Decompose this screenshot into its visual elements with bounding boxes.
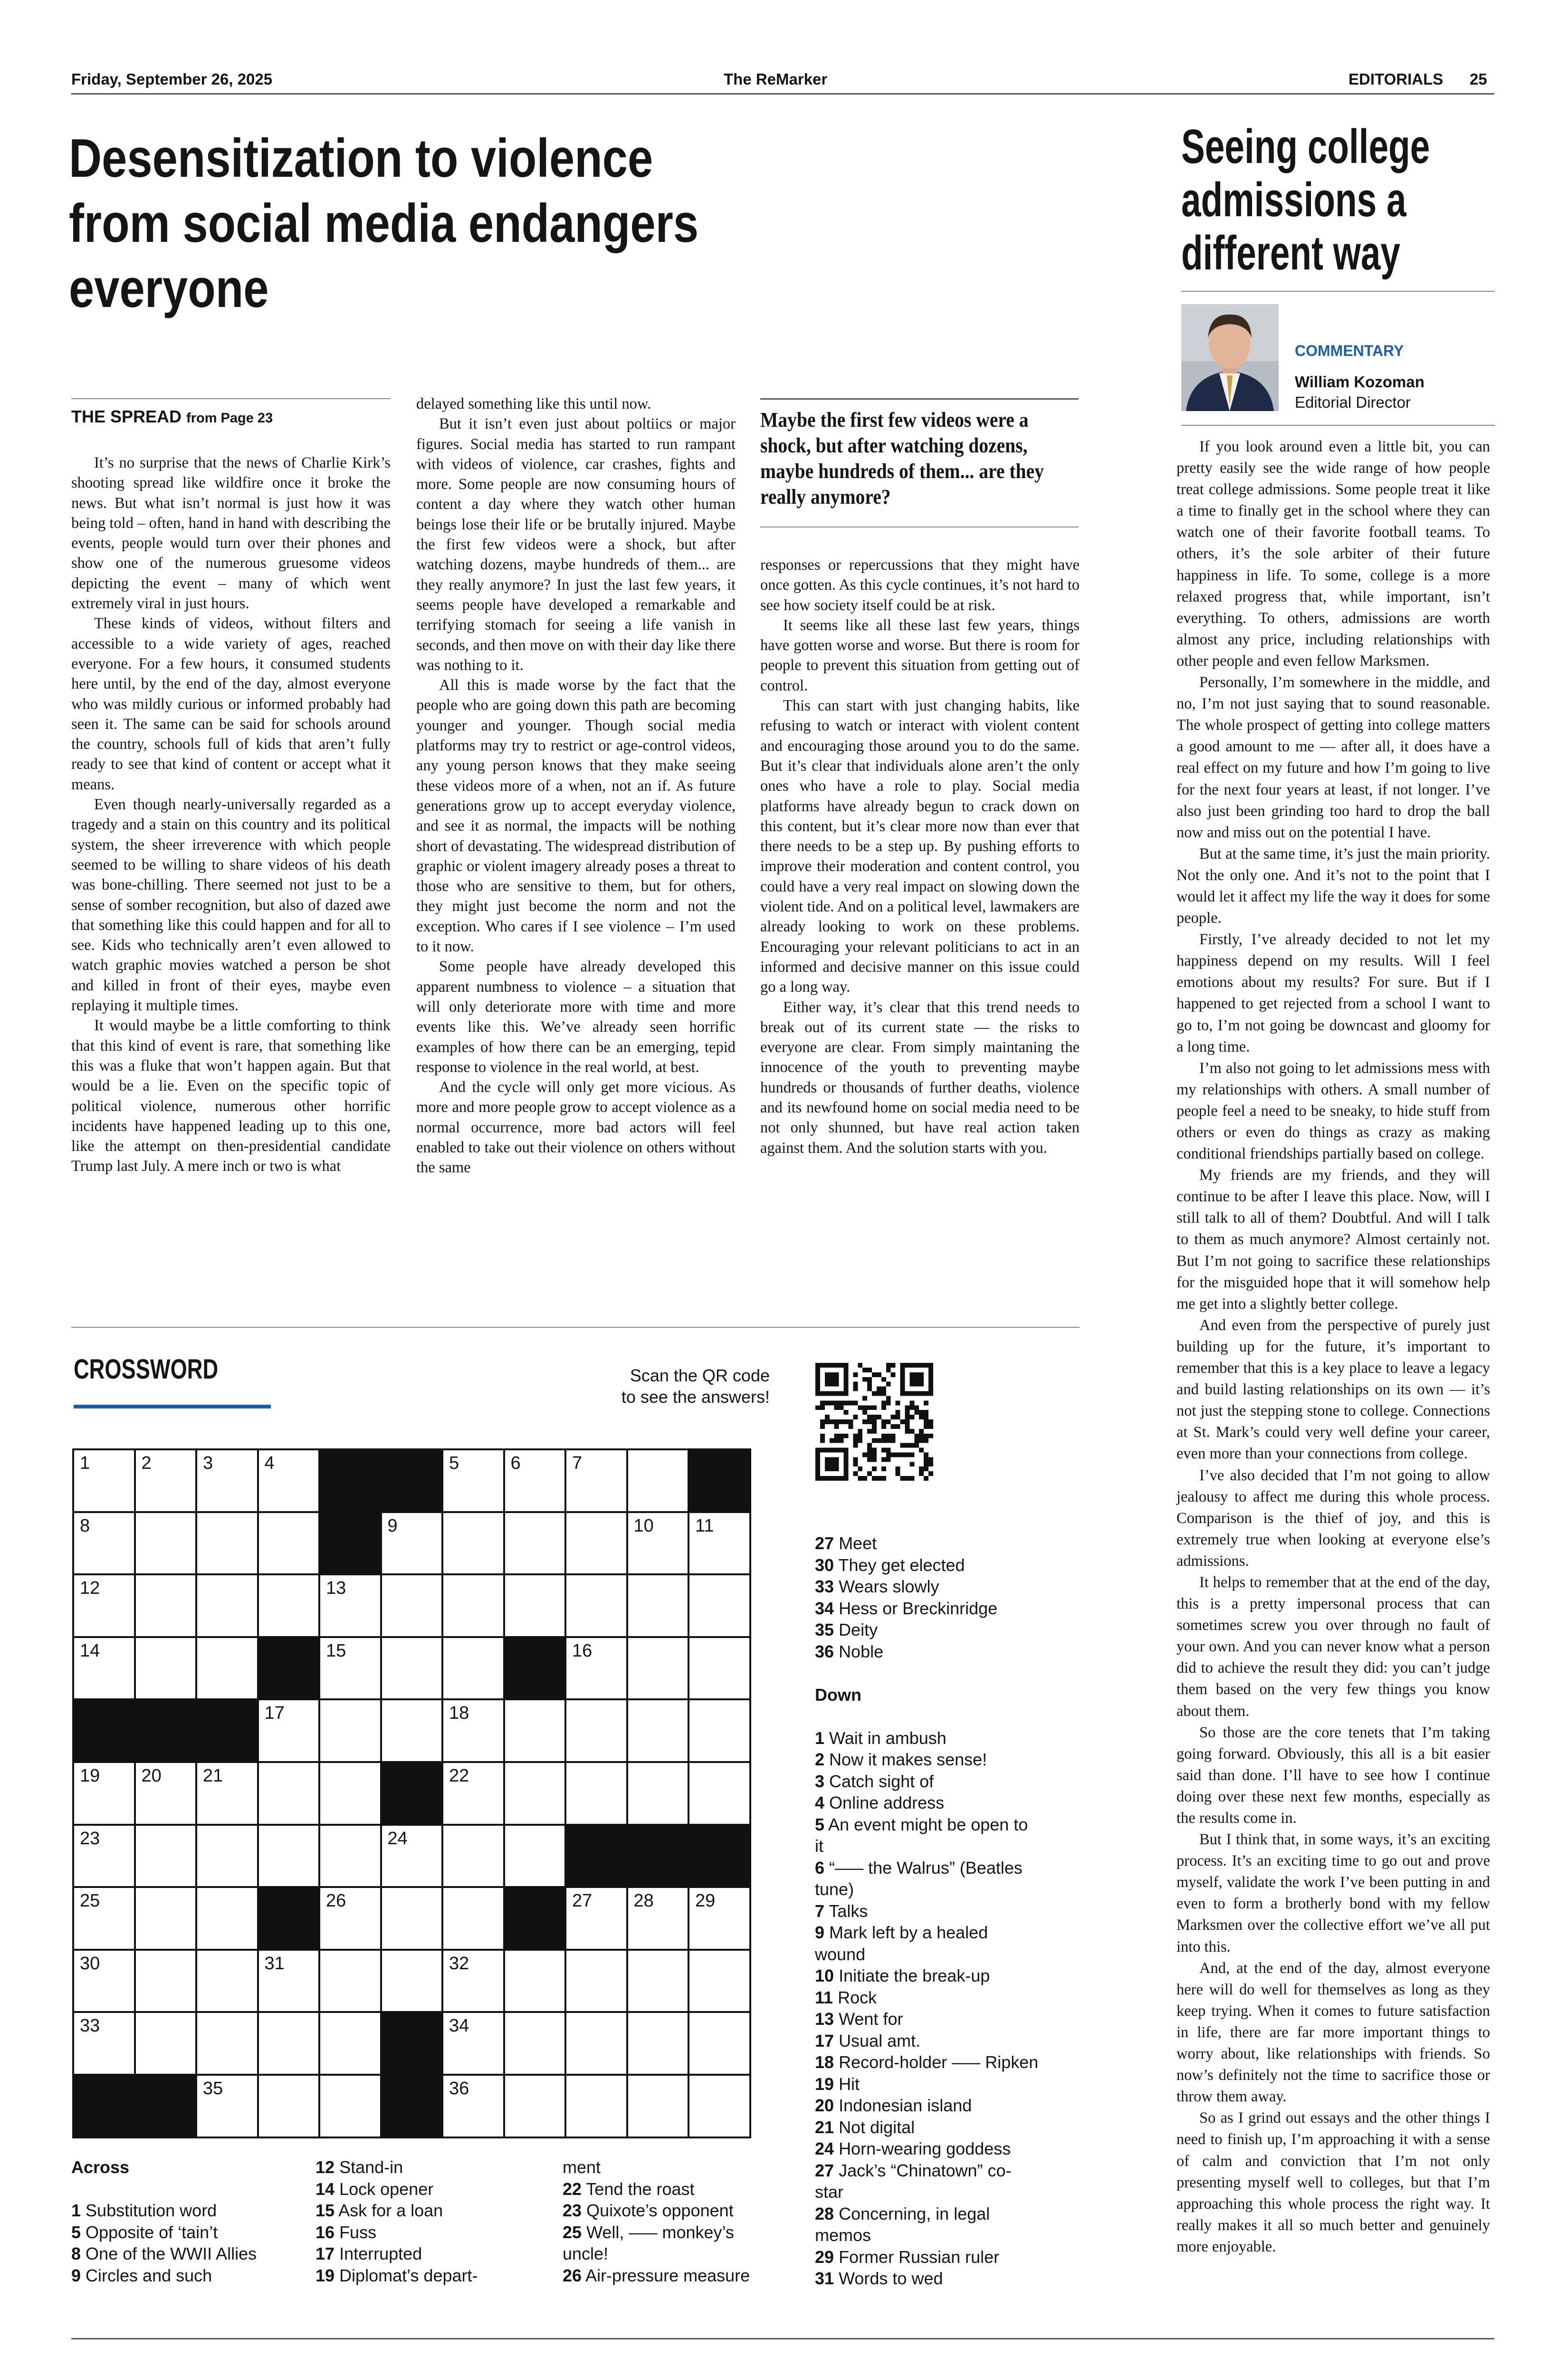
cell-number: 10 (633, 1515, 654, 1536)
across-clues-col-3 (563, 2156, 781, 2286)
black-square (258, 1887, 320, 1950)
clue: 9 Mark left by a healed (815, 1923, 988, 1942)
jump-line (71, 407, 273, 427)
cell-number: 27 (572, 1891, 593, 1911)
cell-number: 14 (80, 1640, 100, 1661)
grid-cell[interactable] (688, 2012, 750, 2075)
cell-number: 29 (695, 1891, 716, 1911)
cell-number: 26 (326, 1891, 346, 1911)
grid-cell[interactable] (442, 1449, 504, 1512)
cell-number: 25 (80, 1891, 100, 1911)
clue: 30 They get elected (815, 1555, 965, 1575)
black-square (504, 1887, 566, 1950)
editorial-column-2 (416, 394, 736, 1178)
grid-cell[interactable] (442, 1825, 504, 1887)
cell-number: 23 (80, 1828, 100, 1849)
across-heading: Across (71, 2157, 130, 2177)
clue: 19 Diplomat’s depart- (316, 2265, 478, 2285)
grid-cell[interactable] (196, 1825, 258, 1887)
grid-cell[interactable] (319, 2075, 381, 2137)
clue: 26 Air-pressure measure (563, 2265, 750, 2285)
cell-number: 24 (387, 1828, 408, 1849)
grid-cell[interactable] (319, 1637, 381, 1700)
grid-cell[interactable] (73, 2012, 135, 2075)
clue: 4 Online address (815, 1793, 945, 1812)
grid-cell[interactable] (442, 1950, 504, 2012)
grid-cell[interactable] (504, 1574, 566, 1637)
pull-quote: Maybe the first few videos were a shock, but after watching dozens, maybe hundreds of them... are they really anymore? (760, 408, 1044, 508)
clue: 29 Former Russian ruler (815, 2247, 1000, 2267)
cell-number: 22 (449, 1765, 469, 1786)
grid-cell[interactable] (258, 1825, 320, 1887)
clue: 17 Usual amt. (815, 2031, 921, 2050)
grid-cell[interactable] (627, 1887, 689, 1950)
cell-number: 1 (80, 1453, 90, 1473)
clue: 27 Meet (815, 1533, 877, 1553)
clue: 36 Noble (815, 1641, 884, 1661)
cell-number: 12 (80, 1578, 100, 1599)
grid-cell[interactable] (688, 1699, 750, 1762)
grid-cell[interactable] (196, 1637, 258, 1700)
grid-cell[interactable] (73, 1825, 135, 1887)
author-portrait-icon (1181, 304, 1279, 411)
paragraph: It’s no surprise that the news of Charlie Kirk’s shooting spread like wildfire once it broke the news. But what isn’t normal is just how it was being told – often, hand in hand with describing the events, people would turn over their phones and show one of the numerous gruesome videos depicting the event – many of which went extremely viral in just hours. (71, 454, 391, 613)
clue: 31 Words to wed (815, 2269, 943, 2288)
grid-cell[interactable] (688, 1950, 750, 2012)
grid-cell[interactable] (135, 1825, 197, 1887)
grid-cell[interactable] (504, 1512, 566, 1575)
paragraph: Personally, I’m somewhere in the middle, and no, I’m not just saying that to sound reasonable. The whole prospect of getting into college matters a good amount to me — after all, it does have a real effect on my future and how I’m going to live for the next four years at least, if not longer. I’ve also just been grinding too hard to drop the ball now and miss out on the potential I have. (1176, 674, 1490, 841)
clue: ment (563, 2157, 601, 2177)
page-number: 25 (1470, 70, 1487, 88)
paragraph: Firstly, I’ve already decided to not let my happiness depend on my results. Will I feel emotions about my results? For sure. But if I happened to get rejected from a school I want to go to, I’m not going be downcast and gloomy for a long time. (1176, 931, 1490, 1055)
grid-cell[interactable] (565, 1950, 627, 2012)
grid-cell[interactable] (442, 1637, 504, 1700)
grid-cell[interactable] (565, 1762, 627, 1825)
grid-cell[interactable] (565, 2012, 627, 2075)
clue: 2 Now it makes sense! (815, 1750, 987, 1769)
grid-cell[interactable] (319, 1762, 381, 1825)
grid-cell[interactable] (258, 1512, 320, 1575)
grid-cell[interactable] (73, 1887, 135, 1950)
cell-number: 2 (141, 1453, 152, 1473)
cell-number: 36 (449, 2078, 469, 2098)
grid-cell[interactable] (258, 1762, 320, 1825)
black-square (381, 2075, 443, 2137)
grid-cell[interactable] (442, 2012, 504, 2075)
clue: 20 Indonesian island (815, 2096, 972, 2115)
black-square (73, 2075, 135, 2137)
crossword-title: CROSSWORD (74, 1354, 219, 1385)
commentary-rule-bottom (1181, 425, 1495, 426)
grid-cell[interactable] (627, 1574, 689, 1637)
grid-cell[interactable] (442, 2075, 504, 2137)
grid-cell[interactable] (442, 1512, 504, 1575)
author-name: William Kozoman (1295, 373, 1425, 391)
grid-cell[interactable] (73, 1574, 135, 1637)
grid-cell[interactable] (565, 1449, 627, 1512)
grid-cell[interactable] (319, 1825, 381, 1887)
cell-number: 21 (203, 1765, 223, 1786)
clue: tune) (815, 1879, 854, 1899)
grid-cell[interactable] (381, 1887, 443, 1950)
grid-cell[interactable] (381, 1699, 443, 1762)
jump-label: THE SPREAD (71, 407, 182, 426)
cell-number: 30 (80, 1953, 100, 1974)
clue: 1 Wait in ambush (815, 1728, 947, 1748)
paragraph: I’ve also decided that I’m not going to allow jealousy to affect me during this whole process. Comparison is the thief of joy, and this is extremely true when looking at everyone else’s admissions. (1176, 1466, 1490, 1570)
paragraph: And, at the end of the day, almost everyone here will do well for themselves as long as they keep trying. When it comes to future satisfaction in life, there are far more important things to worry about, like relationships with friends. So now’s definitely not the time to sacrifice those or throw them away. (1176, 1959, 1490, 2106)
crossword-rule (71, 1327, 1080, 1328)
clue: star (815, 2182, 844, 2202)
grid-cell[interactable] (135, 2012, 197, 2075)
clue: 14 Lock opener (316, 2179, 434, 2199)
author-title: Editorial Director (1295, 393, 1411, 411)
paper-name: The ReMarker (724, 70, 828, 88)
clue: 12 Stand-in (316, 2157, 403, 2177)
grid-cell[interactable] (381, 1950, 443, 2012)
paragraph: It helps to remember that at the end of the day, this is a pretty impersonal process that can sometimes screw you over through no fault of your own. And you can never know what a person did to achieve the result they did: you can’t judge them based on the very few things you know about them. (1176, 1573, 1490, 1720)
paragraph: So as I grind out essays and the other things I need to finish up, I’m approaching it with a sense of calm and conviction that I’m not only presenting myself well to colleges, but that I’m approaching this whole process the right way. It really makes it all so much better and genuinely more enjoyable. (1176, 2109, 1490, 2255)
black-square (688, 1825, 750, 1887)
paragraph: But it isn’t even just about poltiics or major figures. Social media has started to run rampant with videos of violence, car crashes, fights and more. Some people are now consuming hours of content a day where they watch other human beings lose their life or be brutally injured. Maybe the first few videos were a shock, but after watching dozens, maybe hundreds of them... are they really anymore? In just the last few years, it seems people have developed a remarkable and terrifying stomach for seeing a life vanish in seconds, and then move on with their day like there was nothing to it. (416, 415, 736, 674)
cell-number: 13 (326, 1578, 346, 1599)
grid-cell[interactable] (258, 1950, 320, 2012)
crossword-title-underline (74, 1405, 271, 1408)
cell-number: 28 (633, 1891, 654, 1911)
black-square (381, 1449, 443, 1512)
grid-cell[interactable] (196, 1574, 258, 1637)
paragraph: All this is made worse by the fact that the people who are going down this path are becoming younger and younger. Though social media platforms may try to restrict or age-control videos, any young person knows that they make seeing these videos more of a when, not an if. As future generations grow up to accept everyday violence, and see it as normal, the impacts will be nothing short of devastating. The widespread distribution of graphic or violent imagery already poses a threat to those who are sensitive to them, but for others, they might just become the norm and not the exception. Who cares if I see violence – I’m used to it now. (416, 677, 736, 956)
clue: 5 Opposite of ‘tain’t (71, 2222, 218, 2242)
grid-cell[interactable] (504, 1825, 566, 1887)
clue: it (815, 1836, 823, 1856)
clue: 5 An event might be open to (815, 1814, 1028, 1834)
grid-cell[interactable] (135, 1449, 197, 1512)
black-square (135, 2075, 197, 2137)
clue: 34 Hess or Breckinridge (815, 1598, 998, 1618)
clue: uncle! (563, 2244, 609, 2263)
black-square (135, 1699, 197, 1762)
cell-number: 9 (387, 1515, 398, 1536)
paragraph: But I think that, in some ways, it’s an exciting process. It’s an exciting time to go out and prove myself, validate the work I’ve been putting in and even to form a brotherly bond with my fellow Marksmen over the collective effort we’ve all put into this. (1176, 1831, 1490, 1955)
clue: 19 Hit (815, 2074, 860, 2094)
footer-rule (71, 2338, 1494, 2339)
grid-cell[interactable] (196, 1762, 258, 1825)
grid-cell[interactable] (258, 1699, 320, 1762)
grid-cell[interactable] (688, 1637, 750, 1700)
clue: 8 One of the WWII Allies (71, 2244, 257, 2263)
grid-cell[interactable] (627, 1699, 689, 1762)
grid-cell[interactable] (627, 1449, 689, 1512)
grid-cell[interactable] (135, 1762, 197, 1825)
grid-cell[interactable] (196, 1512, 258, 1575)
grid-cell[interactable] (196, 1449, 258, 1512)
black-square (627, 1825, 689, 1887)
clue: 1 Substitution word (71, 2201, 217, 2220)
cell-number: 32 (449, 1953, 469, 1974)
paragraph: If you look around even a little bit, you can pretty easily see the wide range of how people treat college admissions. Some people treat it like a time to finally get in the school where they can watch one of their favorite football teams. To others, it’s the sole arbiter of their future happiness in life. To some, college is a more relaxed progress that, while important, isn’t everything. To others, admissions are worth almost any price, including relationships with other people and even fellow Marksmen. (1176, 438, 1490, 670)
clue: 6 “––– the Walrus” (Beatles (815, 1858, 1023, 1878)
clue: 3 Catch sight of (815, 1771, 934, 1791)
cell-number: 33 (80, 2016, 100, 2036)
clue: 23 Quixote’s opponent (563, 2201, 734, 2220)
cell-number: 4 (264, 1453, 275, 1473)
grid-cell[interactable] (627, 1950, 689, 2012)
black-square (196, 1699, 258, 1762)
cell-number: 8 (80, 1515, 90, 1536)
grid-cell[interactable] (627, 1637, 689, 1700)
paragraph: Some people have already developed this apparent numbness to violence – a situation that will only deteriorate more with time and more events like this. We’ve already seen horrific examples of how there can be an emerging, tepid response to violence in the real world, at best. (416, 958, 736, 1076)
paragraph: This can start with just changing habits, like refusing to watch or interact with violent content and encouraging those around you to do the same. But it’s clear that individuals alone aren’t the only ones who have a role to play. Social media platforms have already begun to crack down on this content, but it’s clear more now than ever that there needs to be a step up. By pushing efforts to improve their moderation and content control, you could have a very real impact on slowing down the violent tide. And on a political level, lawmakers are already looking to work on these problems. Encouraging your relevant politicians to act in an informed and decisive manner on this issue could go a long way. (760, 697, 1080, 996)
grid-cell[interactable] (442, 1699, 504, 1762)
paragraph: And even from the perspective of purely just building up for the future, it’s important to remember that this is a key place to leave a legacy and build lasting relationships on its own — it’s not just the stepping stone to college. Connections at St. Mark’s could very well define your career, even more than your connections from college. (1176, 1316, 1490, 1463)
black-square (688, 1449, 750, 1512)
clue: 17 Interrupted (316, 2244, 422, 2263)
editorial-column-3 (760, 555, 1080, 1158)
black-square (504, 1637, 566, 1700)
clue: 7 Talks (815, 1901, 868, 1921)
grid-cell[interactable] (73, 1950, 135, 2012)
grid-cell[interactable] (319, 1699, 381, 1762)
clue: 15 Ask for a loan (316, 2201, 443, 2220)
grid-cell[interactable] (565, 1637, 627, 1700)
cell-number: 6 (510, 1453, 521, 1473)
cell-number: 11 (695, 1515, 714, 1536)
grid-cell[interactable] (258, 1574, 320, 1637)
cell-number: 5 (449, 1453, 459, 1473)
grid-cell[interactable] (196, 1950, 258, 2012)
grid-cell[interactable] (73, 1449, 135, 1512)
clue: 28 Concerning, in legal (815, 2204, 990, 2223)
cell-number: 16 (572, 1640, 593, 1661)
grid-cell[interactable] (442, 1887, 504, 1950)
across-clues-col-2 (316, 2156, 563, 2286)
qr-instructions: Scan the QR code to see the answers! (621, 1366, 770, 1407)
cell-number: 20 (141, 1765, 162, 1786)
grid-cell[interactable] (196, 2012, 258, 2075)
clue: 33 Wears slowly (815, 1577, 939, 1596)
commentary-rule-top (1181, 291, 1495, 292)
clue: 9 Circles and such (71, 2265, 212, 2285)
paragraph: Either way, it’s clear that this trend needs to break out of its current state — the risks to everyone are clear. From simply maintaning the innocence of the youth to preventing maybe hundreds or thousands of further deaths, violence and its newfound home on social media need to be not only shunned, but have real action taken against them. And the solution starts with you. (760, 998, 1080, 1157)
cell-number: 7 (572, 1453, 583, 1473)
grid-cell[interactable] (381, 1637, 443, 1700)
grid-cell[interactable] (688, 2075, 750, 2137)
clue: 25 Well, ––– monkey’s (563, 2222, 734, 2242)
clue: memos (815, 2225, 871, 2245)
issue-date: Friday, September 26, 2025 (71, 70, 273, 88)
paragraph: My friends are my friends, and they will continue to be after I leave this place. Now, will I still talk to all of them? Doubtful. And will I talk to them as much anymore? Almost certainly not. But I’m not going to sacrifice these relationships for the misguided hope that it will somehow help me get into a slightly better college. (1176, 1167, 1490, 1313)
grid-cell[interactable] (319, 1887, 381, 1950)
paragraph: responses or repercussions that they might have once gotten. As this cycle continues, it’s not hard to see how society itself could be at risk. (760, 556, 1080, 614)
clue: 35 Deity (815, 1620, 878, 1639)
commentary-kicker: COMMENTARY (1295, 342, 1404, 359)
clue: wound (815, 1944, 866, 1964)
grid-cell[interactable] (504, 1950, 566, 2012)
cell-number: 18 (449, 1703, 469, 1724)
grid-cell[interactable] (565, 1699, 627, 1762)
clue: 13 Went for (815, 2009, 903, 2029)
cell-number: 31 (264, 1953, 285, 1974)
pull-quote-rule-top (760, 398, 1079, 400)
grid-cell[interactable] (627, 2012, 689, 2075)
crossword-grid[interactable] (72, 1448, 751, 2138)
qr-code-icon[interactable] (815, 1363, 934, 1481)
black-square (73, 1699, 135, 1762)
paragraph: delayed something like this until now. (416, 395, 651, 412)
jump-rule (71, 398, 391, 399)
commentary-body (1176, 436, 1490, 2258)
grid-cell[interactable] (504, 1449, 566, 1512)
paragraph: It would maybe be a little comforting to think that this kind of event is rare, that something like this was a fluke that won’t happen again. But that would be a lie. Even on the specific topic of political violence, numerous other horrific incidents have happened leading up to this one, like the attempt on then-presidential candidate Trump last July. A mere inch or two is what (71, 1017, 391, 1175)
grid-cell[interactable] (442, 1762, 504, 1825)
clues-col-4 (815, 1533, 1071, 2290)
cell-number: 3 (203, 1453, 213, 1473)
grid-cell[interactable] (504, 2012, 566, 2075)
cell-number: 17 (264, 1703, 285, 1724)
grid-cell[interactable] (258, 2075, 320, 2137)
grid-cell[interactable] (381, 1512, 443, 1575)
paragraph: I’m also not going to let admissions mess with my relationships with others. A small number of people feel a need to be sneaky, to hide stuff from others or even do things as crazy as making conditional friendships partially based on college. (1176, 1059, 1490, 1163)
black-square (381, 1762, 443, 1825)
grid-cell[interactable] (73, 1762, 135, 1825)
grid-cell[interactable] (504, 1699, 566, 1762)
grid-cell[interactable] (688, 1887, 750, 1950)
grid-cell[interactable] (627, 2075, 689, 2137)
grid-cell[interactable] (258, 2012, 320, 2075)
clue: 22 Tend the roast (563, 2179, 695, 2199)
cell-number: 34 (449, 2016, 469, 2036)
grid-cell[interactable] (73, 1637, 135, 1700)
editorial-column-1 (71, 453, 391, 1177)
paragraph: It seems like all these last few years, things have gotten worse and worse. But there is room for people to prevent this situation from getting out of control. (760, 616, 1080, 694)
grid-cell[interactable] (688, 1762, 750, 1825)
grid-cell[interactable] (196, 1887, 258, 1950)
cell-number: 19 (80, 1765, 100, 1786)
across-clues-col-1 (71, 2156, 295, 2286)
paragraph: These kinds of videos, without filters and accessible to a wide variety of ages, reached everyone. For a few hours, it consumed students here until, by the end of the day, almost everyone who was mildly curious or informed probably had seen it. The same can be said for schools around the country, schools full of kids that aren’t fully ready to see that kind of content or accept what it means. (71, 615, 391, 793)
grid-cell[interactable] (196, 2075, 258, 2137)
grid-cell[interactable] (258, 1449, 320, 1512)
grid-cell[interactable] (381, 1574, 443, 1637)
cell-number: 15 (326, 1640, 346, 1661)
clue: 11 Rock (815, 1987, 877, 2007)
grid-cell[interactable] (319, 2012, 381, 2075)
clue: 27 Jack’s “Chinatown” co- (815, 2160, 1012, 2180)
grid-cell[interactable] (565, 2075, 627, 2137)
grid-cell[interactable] (319, 1950, 381, 2012)
grid-cell[interactable] (319, 1574, 381, 1637)
clue: 16 Fuss (316, 2222, 377, 2242)
black-square (319, 1512, 381, 1575)
paragraph: So those are the core tenets that I’m taking going forward. Obviously, this all is a bit easier said than done. I’ll have to see how I continue doing over these next few months, especially as the results come in. (1176, 1724, 1490, 1827)
black-square (381, 2012, 443, 2075)
clue: 24 Horn-wearing goddess (815, 2139, 1011, 2158)
black-square (565, 1825, 627, 1887)
grid-cell[interactable] (688, 1574, 750, 1637)
grid-cell[interactable] (627, 1762, 689, 1825)
grid-cell[interactable] (135, 1950, 197, 2012)
grid-cell[interactable] (381, 1825, 443, 1887)
black-square (258, 1637, 320, 1700)
grid-cell[interactable] (135, 1887, 197, 1950)
grid-cell[interactable] (135, 1574, 197, 1637)
grid-cell[interactable] (627, 1512, 689, 1575)
paragraph: And the cycle will only get more vicious. As more and more people grow to accept violence as a normal occurrence, more bad actors will feel enabled to take out their violence on others without the same (416, 1079, 736, 1177)
grid-cell[interactable] (73, 1512, 135, 1575)
grid-cell[interactable] (442, 1574, 504, 1637)
jump-from: from Page 23 (186, 411, 273, 426)
grid-cell[interactable] (688, 1512, 750, 1575)
clue: 21 Not digital (815, 2117, 915, 2137)
grid-cell[interactable] (135, 1512, 197, 1575)
section-name: EDITORIALS (1348, 70, 1444, 88)
editorial-headline: Desensitization to violence from social media endangers everyone (69, 128, 699, 319)
commentary-headline: Seeing college admissions a different way (1181, 120, 1430, 280)
header-rule (71, 93, 1494, 95)
down-heading: Down (815, 1685, 861, 1705)
grid-cell[interactable] (135, 1637, 197, 1700)
clue: 18 Record-holder ––– Ripken (815, 2052, 1039, 2072)
black-square (319, 1449, 381, 1512)
cell-number: 35 (203, 2078, 223, 2098)
paragraph: Even though nearly-universally regarded as a tragedy and a stain on this country and its political system, the sheer irreverence with which people seemed to be willing to share videos of his death was bone-chilling. There seemed not just to be a sense of somber recognition, but also of dazed awe that something like this could happen and for all to see. Kids who technically aren’t even allowed to watch graphic movies watched a person be shot and killed in front of their eyes, maybe even replaying it multiple times. (71, 796, 391, 1015)
paragraph: But at the same time, it’s just the main priority. Not the only one. And it’s not to the point that I would let it affect my life the way it does for some people. (1176, 845, 1490, 927)
grid-cell[interactable] (504, 2075, 566, 2137)
grid-cell[interactable] (565, 1574, 627, 1637)
grid-cell[interactable] (565, 1887, 627, 1950)
grid-cell[interactable] (504, 1762, 566, 1825)
clue: 10 Initiate the break-up (815, 1966, 990, 1985)
grid-cell[interactable] (565, 1512, 627, 1575)
